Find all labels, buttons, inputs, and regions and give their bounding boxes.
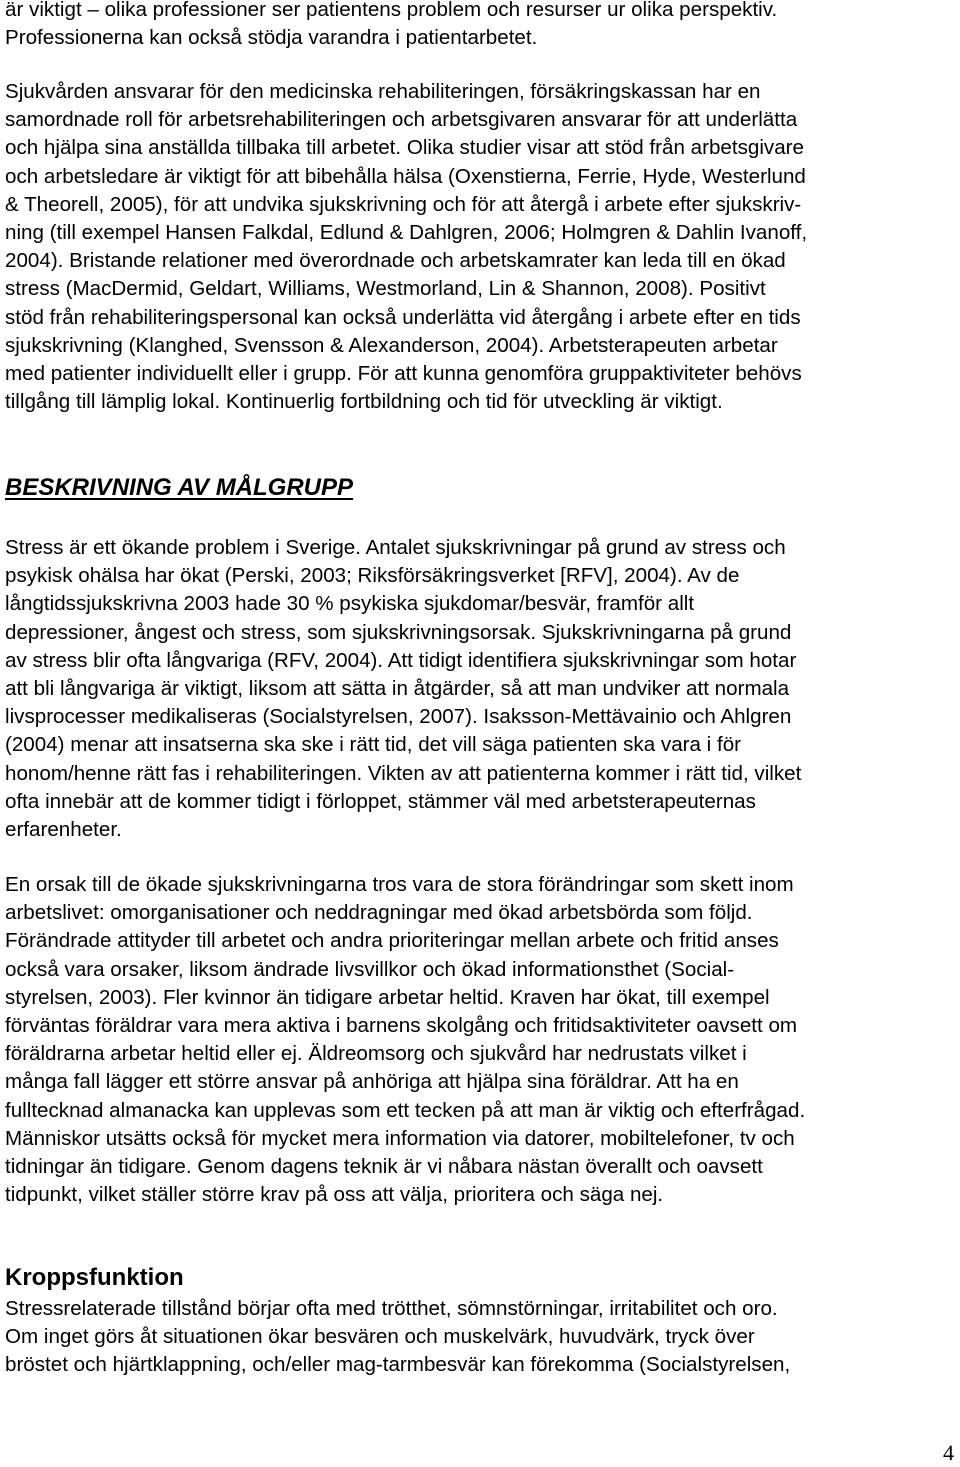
page-number: 4 [943,1440,954,1465]
text-line: (2004) menar att insatserna ska ske i rätt tid, det vill säga patienten ska vara i för [5,733,742,757]
text-line: ofta innebär att de kommer tidigt i förloppet, stämmer väl med arbetsterapeuternas [5,789,756,813]
section-heading-target-group: BESKRIVNING AV MÅLGRUPP [5,474,354,501]
text-line: 2004). Bristande relationer med överordnade och arbetskamrater kan leda till en ökad [5,249,786,273]
text-line: tidningar än tidigare. Genom dagens teknik är vi nåbara nästan överallt och oavsett [5,1155,763,1179]
text-line: arbetslivet: omorganisationer och neddragningar med ökad arbetsbörda som följd. [5,901,753,925]
text-line: bröstet och hjärtklappning, och/eller mag-tarmbesvär kan förekomma (Socialstyrelsen, [5,1353,791,1377]
paragraph-stress-problem [5,534,801,844]
text-line: & Theorell, 2005), för att undvika sjukskrivning och för att återgå i arbete efter sjukskriv- [5,192,802,216]
text-line: föräldrarna arbetar heltid eller ej. Äldreomsorg och sjukvård har nedrustats vilket i [5,1042,747,1066]
text-line: med patienter individuellt eller i grupp. För att kunna genomföra gruppaktiviteter behövs [5,362,802,386]
text-line: förväntas föräldrar vara mera aktiva i barnens skolgång och fritidsaktiviteter oavsett om [5,1014,798,1038]
text-line: Stress är ett ökande problem i Sverige. Antalet sjukskrivningar på grund av stress och [5,536,786,559]
paragraph-responsibilities [5,78,807,416]
paragraph-body-function [5,1295,790,1380]
text-line: Sjukvården ansvarar för den medicinska rehabiliteringen, försäkringskassan har en [5,80,761,103]
text-line: styrelsen, 2003). Fler kvinnor än tidigare arbetar heltid. Kraven har ökat, till exempel [5,985,770,1009]
text-line: att bli långvariga är viktigt, liksom att sätta in åtgärder, så att man undviker att normala [5,677,790,701]
text-line: samordnade roll för arbetsrehabiliteringen och arbetsgivaren ansvarar för att underlätta [5,108,798,132]
text-line: också vara orsaker, liksom ändrade livsvillkor och ökad informationsthet (Social- [5,957,735,981]
text-line: livsprocesser medikaliseras (Socialstyrelsen, 2007). Isaksson-Mettävainio och Ahlgren [5,705,792,729]
text-line: stöd från rehabiliteringspersonal kan också underlätta vid återgång i arbete efter en tids [5,305,801,329]
text-line: stress (MacDermid, Geldart, Williams, Westmorland, Lin & Shannon, 2008). Positivt [5,277,766,301]
text-line: fulltecknad almanacka kan upplevas som ett tecken på att man är viktig och efterfrågad. [5,1098,806,1122]
text-line: Stressrelaterade tillstånd börjar ofta med trötthet, sömnstörningar, irritabilitet och oro. [5,1297,778,1320]
text-line: är viktigt – olika professioner ser patientens problem och resurser ur olika perspektiv. [5,0,778,21]
text-line: Människor utsätts också för mycket mera information via datorer, mobiltelefoner, tv och [5,1126,795,1150]
paragraph-intro-continued [5,0,777,52]
text-line: och hjälpa sina anställda tillbaka till arbetet. Olika studier visar att stöd från arbetsgivare [5,136,804,160]
text-line: av stress blir ofta långvariga (RFV, 2004). Att tidigt identifiera sjukskrivningar som hotar [5,648,797,672]
text-line: psykisk ohälsa har ökat (Perski, 2003; Riksförsäkringsverket [RFV], 2004). Av de [5,564,740,588]
text-line: tidpunkt, vilket ställer större krav på oss att välja, prioritera och säga nej. [5,1183,664,1207]
text-line: erfarenheter. [5,818,122,842]
text-line: depressioner, ångest och stress, som sjukskrivningsorsak. Sjukskrivningarna på grund [5,620,792,644]
text-line: många fall lägger ett större ansvar på anhöriga att hjälpa sina föräldrar. Att ha en [5,1070,739,1094]
text-line: Om inget görs åt situationen ökar besvären och muskelvärk, huvudvärk, tryck över [5,1325,755,1349]
text-line: En orsak till de ökade sjukskrivningarna tros vara de stora förändringar som skett inom [5,873,794,896]
paragraph-causes [5,871,805,1209]
section-heading-body-function: Kroppsfunktion [5,1264,184,1291]
text-line: sjukskrivning (Klanghed, Svensson & Alexanderson, 2004). Arbetsterapeuten arbetar [5,333,778,357]
text-line: tillgång till lämplig lokal. Kontinuerlig fortbildning och tid för utveckling är viktigt. [5,390,723,414]
text-line: ning (till exempel Hansen Falkdal, Edlund & Dahlgren, 2006; Holmgren & Dahlin Ivanoff, [5,221,808,245]
text-line: och arbetsledare är viktigt för att bibehålla hälsa (Oxenstierna, Ferrie, Hyde, Westerlund [5,164,806,188]
text-line: Professionerna kan också stödja varandra i patientarbetet. [5,26,538,50]
text-line: långtidssjukskrivna 2003 hade 30 % psykiska sjukdomar/besvär, framför allt [5,592,695,616]
text-line: honom/henne rätt fas i rehabiliteringen. Vikten av att patienterna kommer i rätt tid, vilket [5,761,802,785]
text-line: Förändrade attityder till arbetet och andra prioriteringar mellan arbete och fritid anses [5,929,779,953]
